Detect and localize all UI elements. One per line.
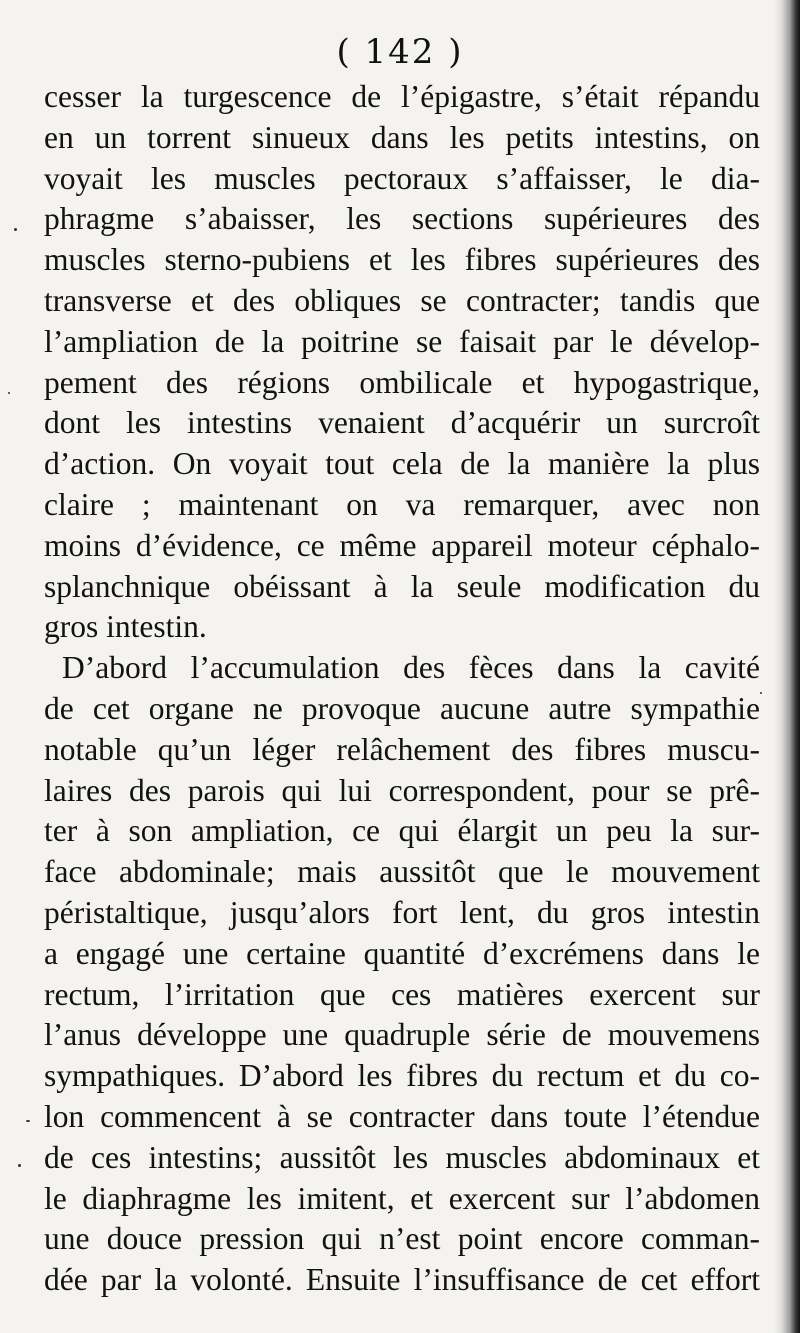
page-edge [782, 0, 800, 1333]
text-line: face abdominale; mais aussitôt que le mouvement [44, 854, 760, 890]
text-line: une douce pression qui n’est point encore comman- [44, 1221, 760, 1257]
text-line: de ces intestins; aussitôt les muscles abdominaux et [44, 1139, 760, 1175]
text-line: le diaphragme les imitent, et exercent sur l’abdomen [44, 1180, 760, 1216]
text-line: phragme s’abaisser, les sections supérieures des [44, 201, 760, 237]
text-line: péristaltique, jusqu’alors fort lent, du gros intestin [44, 894, 760, 930]
paper-speck [18, 1164, 21, 1167]
page-number: ( 142 ) [336, 32, 464, 72]
text-line: l’ampliation de la poitrine se faisait par le dévelop- [44, 323, 760, 359]
text-line: claire ; maintenant on va remarquer, avec non [44, 486, 760, 522]
text-line: transverse et des obliques se contracter; tandis que [44, 282, 760, 318]
text-line: laires des parois qui lui correspondent, pour se prê- [44, 772, 760, 808]
text-line: dée par la volonté. Ensuite l’insuffisance de cet effort [44, 1262, 760, 1298]
text-line: notable qu’un léger relâchement des fibres muscu- [44, 731, 760, 767]
text-line: moins d’évidence, ce même appareil moteur céphalo- [44, 527, 760, 563]
text-line: voyait les muscles pectoraux s’affaisser, le dia- [44, 160, 760, 196]
text-line: pement des régions ombilicale et hypogastrique, [44, 364, 760, 400]
text-line: lon commencent à se contracter dans toute l’étendue [44, 1098, 760, 1134]
text-line: ter à son ampliation, ce qui élargit un peu la sur- [44, 813, 760, 849]
text-line: muscles sterno-pubiens et les fibres supérieures des [44, 242, 760, 278]
body-text [44, 77, 760, 1301]
text-line: splanchnique obéissant à la seule modification du [44, 568, 760, 604]
text-line: de cet organe ne provoque aucune autre sympathie [44, 690, 760, 726]
text-line: rectum, l’irritation que ces matières exercent sur [44, 976, 760, 1012]
text-line: a engagé une certaine quantité d’excrémens dans le [44, 935, 760, 971]
text-line: dont les intestins venaient d’acquérir un surcroît [44, 405, 760, 441]
text-line-paragraph-start: D’abord l’accumulation des fèces dans la cavité [62, 650, 760, 686]
paper-speck [8, 392, 10, 394]
text-line: en un torrent sinueux dans les petits intestins, on [44, 119, 760, 155]
text-line: l’anus développe une quadruple série de mouvemens [44, 1017, 760, 1053]
text-line: cesser la turgescence de l’épigastre, s’était répandu [44, 79, 760, 114]
text-line-paragraph-end: gros intestin. [44, 609, 207, 645]
text-line: sympathiques. D’abord les fibres du rectum et du co- [44, 1058, 760, 1094]
paper-speck [760, 692, 762, 694]
text-line: d’action. On voyait tout cela de la manière la plus [44, 446, 760, 482]
paper-speck [26, 1120, 30, 1122]
paper-speck [14, 228, 17, 231]
